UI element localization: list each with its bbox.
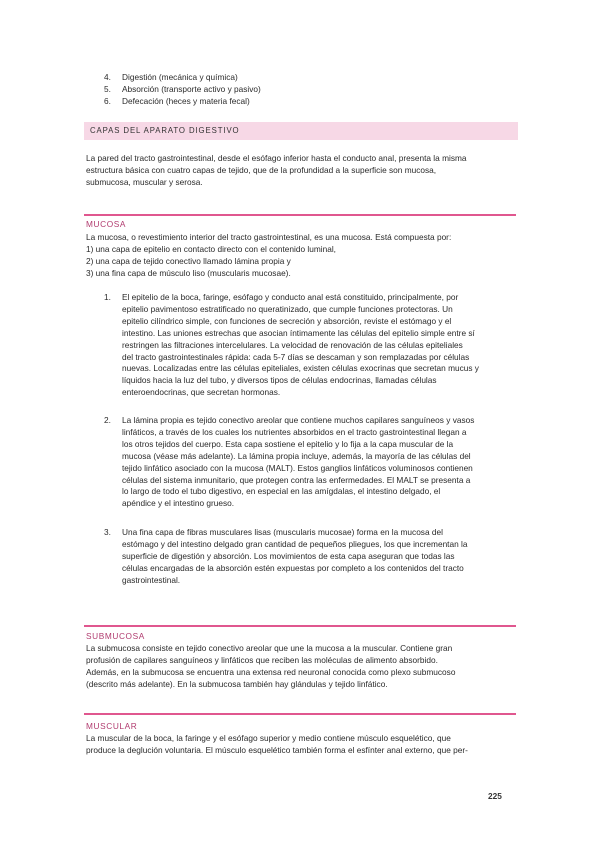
submucosa-heading: SUBMUCOSA (86, 631, 145, 641)
function-list (104, 71, 524, 108)
text-line: lo largo de todo el tubo digestivo, en especial en las amígdalas, el intestino delgado, el (122, 486, 441, 497)
text-line: La submucosa consiste en tejido conectivo areolar que une la mucosa a la muscular. Contiene gran (86, 643, 453, 653)
text-line: linfáticos, a través de los cuales los nutrientes absorbidos en el tracto gastrointestinal llegan a (122, 426, 467, 437)
item-paragraph (122, 292, 514, 399)
text-line: El epitelio de la boca, faringe, esófago y conducto anal está constituido, principalmente, por (122, 292, 459, 302)
item-number: 2. (104, 415, 111, 425)
list-number: 4. (104, 72, 111, 82)
list-number: 5. (104, 84, 111, 95)
text-line: 2) una capa de tejido conectivo llamado lámina propia y (86, 255, 291, 266)
text-line: estructura básica con cuatro capas de tejido, que de la profundidad a la superficie son mucosa, (86, 164, 437, 175)
text-line: superficie de digestión y absorción. Los movimientos de esta capa aseguran que todas las (122, 550, 455, 561)
text-line: del tracto gastrointestinales rápida: cada 5-7 días se descaman y son remplazadas por células (122, 351, 470, 362)
list-item (104, 71, 524, 83)
text-line: Una fina capa de fibras musculares lisas (muscularis mucosae) forma en la mucosa del (122, 527, 443, 537)
text-line: Además, en la submucosa se encuentra una extensa red neuronal conocida como plexo submucoso (86, 666, 456, 677)
muscular-heading: MUSCULAR (86, 721, 138, 731)
submucosa-paragraph (86, 643, 514, 691)
text-line: tejido linfático asociado con la mucosa (MALT). Estos ganglios linfáticos voluminosos contienen (122, 462, 473, 473)
text-line: profusión de capilares sanguíneos y linfáticos que reciben las moléculas de alimento absorbido. (86, 654, 438, 665)
item-number: 3. (104, 527, 111, 537)
mucosa-item-1 (104, 292, 514, 399)
text-line: mucosa (véase más adelante). La lámina propia incluye, además, la mayoría de las células del (122, 450, 471, 461)
list-item (104, 83, 524, 95)
section-divider (84, 625, 516, 627)
list-number: 6. (104, 96, 111, 107)
text-line: intestino. Las uniones estrechas que asocian íntimamente las células del epitelio simple entre sí (122, 327, 475, 338)
list-text: Absorción (transporte activo y pasivo) (122, 84, 261, 95)
text-line: estómago y del intestino delgado gran cantidad de pequeños pliegues, los que incrementan la (122, 538, 468, 549)
section-divider (84, 214, 516, 216)
text-line: líquidos hacia la luz del tubo, y diversos tipos de células endocrinas, llamadas células (122, 375, 437, 386)
text-line: 1) una capa de epitelio en contacto directo con el contenido luminal, (86, 243, 336, 254)
text-line: epitelio pavimentoso estratificado no queratinizado, que cumple funciones protectoras. Un (122, 303, 453, 314)
page-number: 225 (488, 791, 502, 801)
mucosa-item-3 (104, 527, 514, 587)
list-text: Defecación (heces y materia fecal) (122, 96, 250, 107)
list-text: Digestión (mecánica y química) (122, 72, 238, 82)
text-line: 3) una fina capa de músculo liso (muscularis mucosae). (86, 267, 291, 278)
item-number: 1. (104, 292, 111, 302)
text-line: restringen las filtraciones intercelulares. La velocidad de renovación de las células epiteliales (122, 339, 463, 350)
intro-paragraph (86, 153, 514, 189)
text-line: submucosa, muscular y serosa. (86, 176, 203, 187)
item-paragraph (122, 415, 514, 510)
text-line: La muscular de la boca, la faringe y el esófago superior y medio contiene músculo esquelético, que (86, 733, 451, 743)
text-line: La mucosa, o revestimiento interior del tracto gastrointestinal, es una mucosa. Está compuesta por: (86, 232, 452, 242)
text-line: nuevas. Localizadas entre las células epiteliales, existen células exocrinas que secretan mucus y (122, 363, 479, 374)
text-line: células del sistema inmunitario, que protegen contra las enfermedades. El MALT se presenta a (122, 474, 471, 485)
text-line: La lámina propia es tejido conectivo areolar que contiene muchos capilares sanguíneos y vasos (122, 415, 475, 425)
item-paragraph (122, 527, 514, 587)
section-divider (84, 713, 516, 715)
text-line: células encargadas de la absorción estén expuestas por completo a los contenidos del tracto (122, 562, 464, 573)
mucosa-item-2 (104, 415, 514, 510)
text-line: epitelio cilíndrico simple, con funciones de secreción y absorción, reviste el estómago y el (122, 315, 452, 326)
text-line: (descrito más adelante). En la submucosa también hay glándulas y tejido linfático. (86, 678, 388, 689)
text-line: los otros tejidos del cuerpo. Esta capa sostiene el epitelio y lo fija a la capa muscular de la (122, 438, 454, 449)
mucosa-heading: MUCOSA (86, 219, 127, 229)
muscular-paragraph (86, 733, 514, 757)
text-line: La pared del tracto gastrointestinal, desde el esófago inferior hasta el conducto anal, presenta la misma (86, 153, 467, 163)
text-line: gastrointestinal. (122, 574, 181, 585)
text-line: apéndice y el intestino grueso. (122, 498, 235, 509)
mucosa-intro (86, 232, 514, 280)
list-item (104, 95, 524, 107)
text-line: produce la deglución voluntaria. El músculo esquelético también forma el esfínter anal externo, que per- (86, 744, 468, 755)
section-title: CAPAS DEL APARATO DIGESTIVO (90, 126, 240, 135)
text-line: enteroendocrinas, que secretan hormonas. (122, 387, 281, 398)
